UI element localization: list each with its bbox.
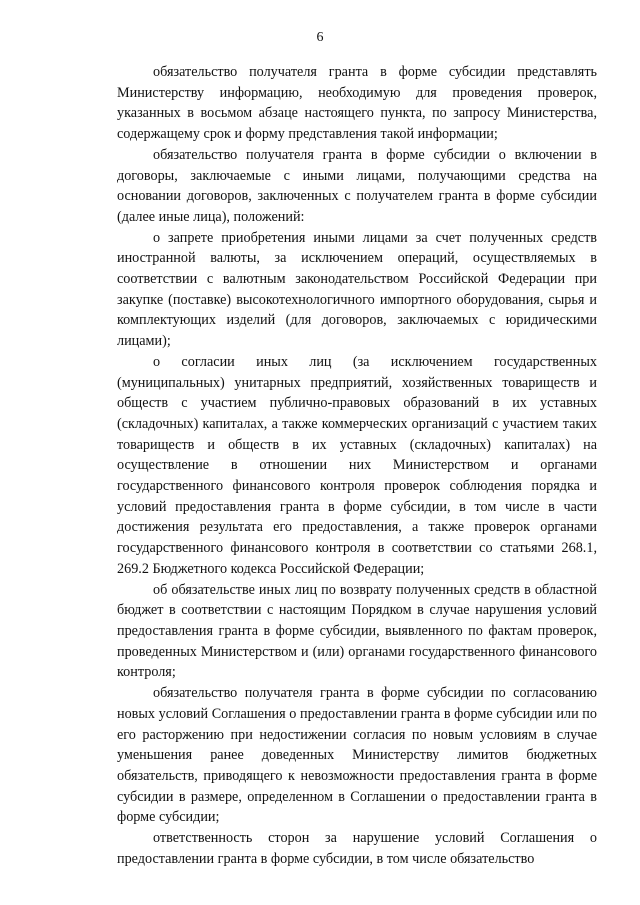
paragraph-contract-inclusion: обязательство получателя гранта в форме субсидии о включении в договоры, заключаемые с иными лицами, получающими средства на основании договоров, заключенных с получателем гранта в форме субсидии (далее иные лица), положений: (117, 146, 597, 225)
paragraph-new-terms-agreement: обязательство получателя гранта в форме субсидии по согласованию новых условий Соглашения о предоставлении гранта в форме субсидии или по его расторжению при недостижении согласия по новым условиям в случае уменьшения ранее доведенных Министерству лимитов бюджетных обязательств, приводящего к невозможности предоставления гранта в форме субсидии в размере, определенном в Соглашении о предоставлении гранта в форме субсидии; (117, 685, 597, 826)
paragraph-liability: ответственность сторон за нарушение условий Соглашения о предоставлении гранта в форме субсидии, в том числе обязательство (117, 830, 597, 867)
page-number: 6 (316, 30, 324, 45)
paragraph-refund-obligation: об обязательстве иных лиц по возврату полученных средств в областной бюджет в соответствии с настоящим Порядком в случае нарушения условий предоставления гранта в форме субсидии, выявленного по фактам проверок, проведенных Министерством и (или) органами государственного финансового контроля; (117, 581, 597, 681)
paragraph-audit-consent: о согласии иных лиц (за исключением государственных (муниципальных) унитарных предприятий, хозяйственных товариществ и обществ с участием публично-правовых образований в их уставных (складочных) капиталах, а также коммерческих организаций с участием таких товариществ и обществ в их уставных (складочных) капиталах) на осуществление в отношении них Министерством и органами государственного финансового контроля проверок соблюдения порядка и условий предоставления гранта в форме субсидии, в том числе в части достижения результата его предоставления, а также проверок органами государственного финансового контроля в соответствии со статьями 268.1, 269.2 Бюджетного кодекса Российской Федерации; (117, 353, 597, 577)
paragraph-currency-ban: о запрете приобретения иными лицами за счет полученных средств иностранной валюты, за исключением операций, осуществляемых в соответствии с валютным законодательством Российской Федерации при закупке (поставке) высокотехнологичного импортного оборудования, сырья и комплектующих изделий (для договоров, заключаемых с юридическими лицами); (117, 229, 597, 350)
document-body (117, 62, 597, 869)
paragraph-info-obligation: обязательство получателя гранта в форме субсидии представлять Министерству информацию, необходимую для проведения проверок, указанных в восьмом абзаце настоящего пункта, по запросу Министерства, содержащему срок и форму представления такой информации; (117, 64, 597, 143)
